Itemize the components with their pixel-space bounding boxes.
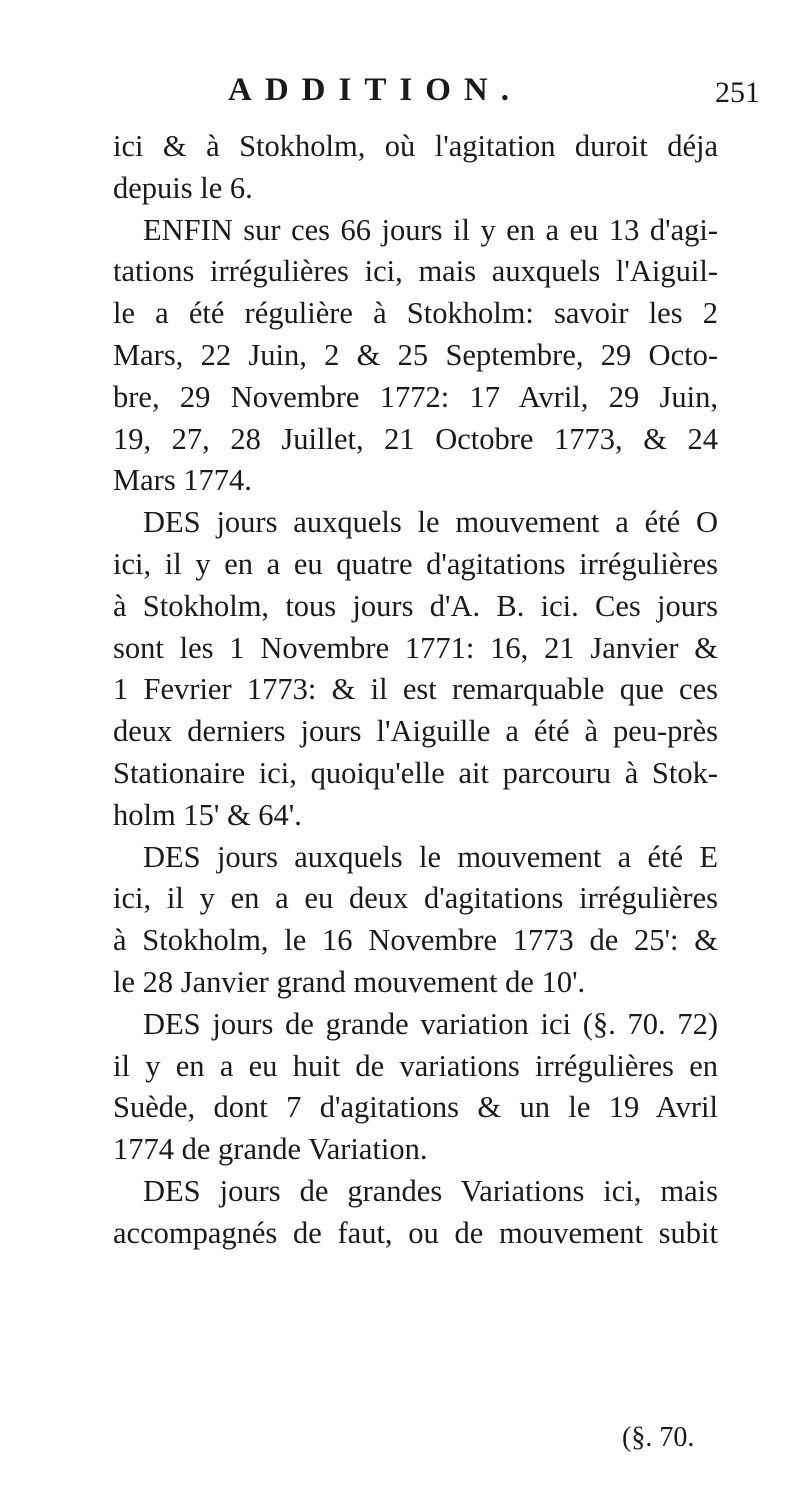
- text-line: accompagnés de faut, ou de mouvement subit: [113, 1215, 718, 1250]
- text-line: holm 15' & 64'.: [113, 797, 302, 832]
- text-line: 1 Fevrier 1773: & il est remarquable que ces: [113, 672, 718, 707]
- running-title: ADDITION.: [228, 72, 522, 108]
- text-line: ici & à Stokholm, où l'agitation duroit déja: [113, 129, 718, 163]
- text-line: à Stokholm, le 16 Novembre 1773 de 25': &: [113, 923, 718, 958]
- paragraph-start-line: DES jours de grandes Variations ici, mais: [143, 1173, 718, 1208]
- text-line: à Stokholm, tous jours d'A. B. ici. Ces jours: [113, 588, 718, 623]
- text-line: Stationaire ici, quoiqu'elle ait parcouru à Stok-: [113, 755, 718, 790]
- text-line: ici, il y en a eu quatre d'agitations irrégulières: [113, 546, 718, 581]
- text-line: 19, 27, 28 Juillet, 21 Octobre 1773, & 24: [113, 421, 718, 456]
- text-line: bre, 29 Novembre 1772: 17 Avril, 29 Juin,: [113, 379, 718, 414]
- text-line: Suède, dont 7 d'agitations & un le 19 Avril: [113, 1090, 718, 1125]
- text-line: ici, il y en a eu deux d'agitations irrégulières: [113, 881, 718, 916]
- text-line: Mars 1774.: [113, 463, 252, 498]
- text-line: 1774 de grande Variation.: [113, 1132, 428, 1167]
- text-line: tations irrégulières ici, mais auxquels l'Aiguil-: [113, 254, 718, 289]
- paragraph-start-line: DES jours de grande variation ici (§. 70. 72): [143, 1006, 718, 1041]
- paragraph-start-line: DES jours auxquels le mouvement a été E: [143, 839, 718, 874]
- paragraph-start-line: ENFIN sur ces 66 jours il y en a eu 13 d'agi-: [143, 212, 718, 247]
- page-number: 251: [715, 76, 760, 109]
- catchword: (§. 70.: [622, 1422, 695, 1453]
- body-text: [113, 126, 718, 1255]
- paragraph-start-line: DES jours auxquels le mouvement a été O: [143, 505, 718, 540]
- text-line: deux derniers jours l'Aiguille a été à peu-près: [113, 714, 718, 749]
- text-line: il y en a eu huit de variations irrégulières en: [113, 1048, 718, 1083]
- text-line: le 28 Janvier grand mouvement de 10'.: [113, 964, 586, 999]
- text-line: sont les 1 Novembre 1771: 16, 21 Janvier &: [113, 630, 718, 665]
- page-header: [0, 72, 800, 112]
- text-line: le a été régulière à Stokholm: savoir les 2: [113, 296, 718, 331]
- text-line: Mars, 22 Juin, 2 & 25 Septembre, 29 Octo-: [113, 337, 718, 372]
- text-line: depuis le 6.: [113, 170, 253, 205]
